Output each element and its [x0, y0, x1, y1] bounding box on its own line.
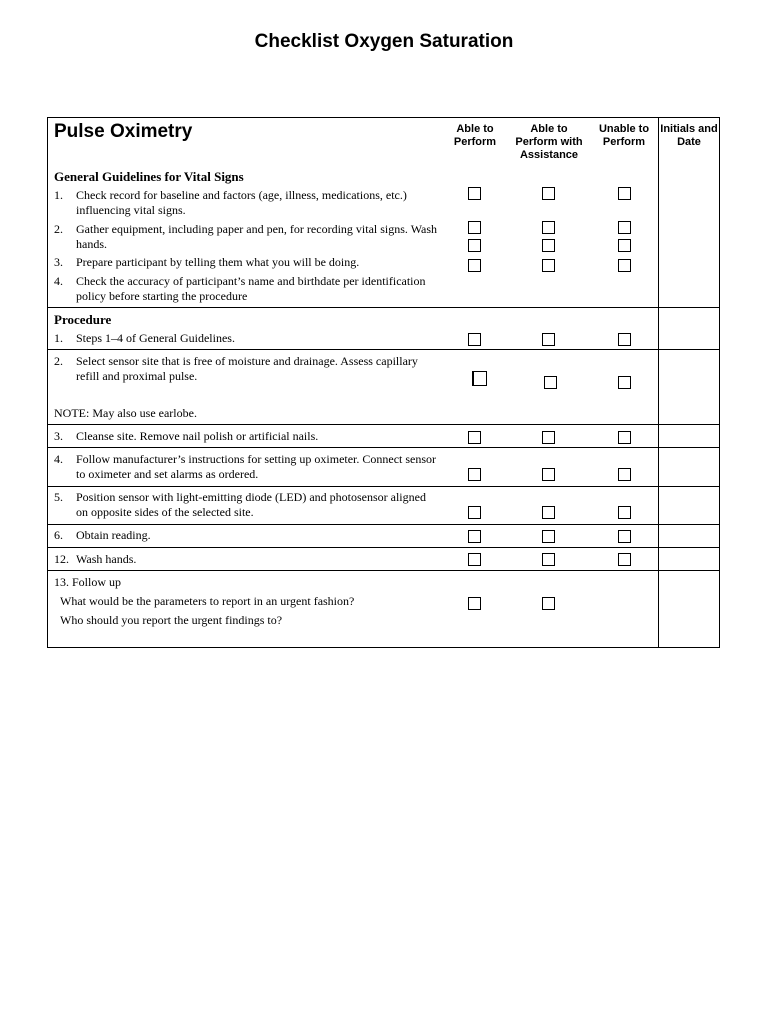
- checkbox-unable[interactable]: [618, 239, 631, 252]
- checkbox-unable[interactable]: [618, 259, 631, 272]
- checkbox-assist[interactable]: [542, 597, 555, 610]
- column-header-initials: Initials and Date: [660, 123, 718, 148]
- checkbox-unable[interactable]: [618, 530, 631, 543]
- column-header-assist: Able to Perform with Assistance: [515, 123, 583, 161]
- step-number: 4.: [54, 452, 63, 466]
- checkbox-able[interactable]: [468, 530, 481, 543]
- checkbox-assist[interactable]: [542, 553, 555, 566]
- checkbox-unable[interactable]: [618, 468, 631, 481]
- column-header-unable: Unable to Perform: [598, 123, 650, 148]
- row-divider: [47, 424, 720, 425]
- initials-column-divider: [658, 117, 659, 648]
- procedure-step: [54, 354, 439, 384]
- section-title: Pulse Oximetry: [54, 121, 193, 142]
- row-divider: [47, 447, 720, 448]
- column-header-able: Able to Perform: [453, 123, 497, 148]
- general-step: [54, 188, 439, 218]
- checkbox-assist[interactable]: [542, 259, 555, 272]
- checkbox-unable[interactable]: [618, 376, 631, 389]
- procedure-step: [54, 528, 439, 543]
- procedure-step: [54, 552, 439, 567]
- step-text: Check record for baseline and factors (age, illness, medications, etc.) influencing vital signs.: [76, 188, 407, 217]
- step-number: 2.: [54, 354, 63, 368]
- step-text: Prepare participant by telling them what you will be doing.: [76, 255, 360, 269]
- step-number: 2.: [54, 222, 63, 236]
- checkbox-unable[interactable]: [618, 553, 631, 566]
- checkbox-able[interactable]: [468, 431, 481, 444]
- step-text: Obtain reading.: [76, 528, 151, 542]
- checkbox-able[interactable]: [468, 259, 481, 272]
- follow-up-title: 13. Follow up: [54, 575, 122, 589]
- checkbox-assist[interactable]: [542, 221, 555, 234]
- general-step: [54, 222, 439, 252]
- general-step: [54, 274, 439, 304]
- checkbox-able[interactable]: [468, 597, 481, 610]
- procedure-step: [54, 490, 439, 520]
- follow-up-question: What would be the parameters to report in an urgent fashion?: [60, 594, 355, 608]
- procedure-step: [54, 429, 439, 444]
- step-number: 6.: [54, 528, 63, 542]
- checkbox-assist[interactable]: [542, 506, 555, 519]
- row-divider: [47, 524, 720, 525]
- checkbox-unable[interactable]: [618, 333, 631, 346]
- checkbox-able[interactable]: [472, 371, 487, 386]
- checkbox-assist[interactable]: [542, 468, 555, 481]
- checkbox-able[interactable]: [468, 187, 481, 200]
- checkbox-assist[interactable]: [542, 239, 555, 252]
- checkbox-assist[interactable]: [542, 431, 555, 444]
- step-text: Gather equipment, including paper and pen, for recording vital signs. Wash hands.: [76, 222, 438, 251]
- step-text: Cleanse site. Remove nail polish or artificial nails.: [76, 429, 319, 443]
- row-divider: [47, 547, 720, 548]
- checkbox-unable[interactable]: [618, 221, 631, 234]
- step-number: 4.: [54, 274, 63, 288]
- checkbox-able[interactable]: [468, 553, 481, 566]
- checkbox-assist[interactable]: [542, 187, 555, 200]
- step-text: Follow manufacturer’s instructions for setting up oximeter. Connect sensor to oximeter and set alarms as ordered.: [76, 452, 437, 481]
- step-number: 1.: [54, 331, 63, 345]
- checkbox-able[interactable]: [468, 506, 481, 519]
- checkbox-unable[interactable]: [618, 506, 631, 519]
- step-number: 3.: [54, 429, 63, 443]
- procedure-heading: Procedure: [54, 312, 112, 327]
- checkbox-unable[interactable]: [618, 187, 631, 200]
- checkbox-able[interactable]: [468, 221, 481, 234]
- checkbox-unable[interactable]: [618, 431, 631, 444]
- step-text: Check the accuracy of participant’s name and birthdate per identification policy before starting the procedure: [76, 274, 426, 303]
- note-text: NOTE: May also use earlobe.: [54, 406, 197, 420]
- checkbox-assist[interactable]: [542, 333, 555, 346]
- follow-up-question: Who should you report the urgent findings to?: [60, 613, 283, 627]
- step-text: Wash hands.: [76, 552, 137, 566]
- page-title: Checklist Oxygen Saturation: [254, 31, 514, 52]
- checkbox-able[interactable]: [468, 468, 481, 481]
- step-text: Position sensor with light-emitting diode (LED) and photosensor aligned on opposite sides of the selected site.: [76, 490, 426, 519]
- general-step: [54, 255, 439, 270]
- row-divider: [47, 349, 720, 350]
- checkbox-assist[interactable]: [542, 530, 555, 543]
- step-text: Steps 1–4 of General Guidelines.: [76, 331, 235, 345]
- general-guidelines-heading: General Guidelines for Vital Signs: [54, 169, 244, 184]
- step-number: 1.: [54, 188, 63, 202]
- procedure-step: [54, 331, 439, 346]
- step-text: Select sensor site that is free of moisture and drainage. Assess capillary refill and proximal pulse.: [76, 354, 418, 383]
- row-divider: [47, 570, 720, 571]
- row-divider: [47, 307, 720, 308]
- step-number: 3.: [54, 255, 63, 269]
- checkbox-able[interactable]: [468, 333, 481, 346]
- checkbox-able[interactable]: [468, 239, 481, 252]
- step-number: 12.: [54, 552, 69, 566]
- row-divider: [47, 486, 720, 487]
- step-number: 5.: [54, 490, 63, 504]
- procedure-step: [54, 452, 439, 482]
- checkbox-assist[interactable]: [544, 376, 557, 389]
